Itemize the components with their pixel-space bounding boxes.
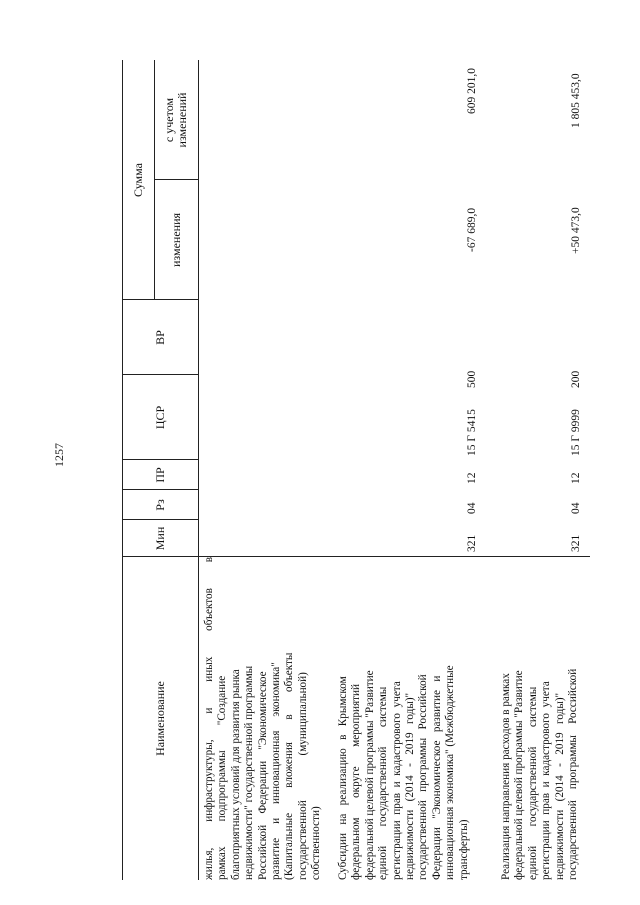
header-csr: ЦСР <box>152 405 167 430</box>
row2-line: регистрации прав и кадастрового учета <box>390 681 403 880</box>
row2-change: -67 689,0 <box>466 207 478 252</box>
header-rz: Рз <box>152 499 167 511</box>
row1-line: Российской Федерации "Экономическое <box>256 671 269 880</box>
row3-min: 321 <box>570 534 582 552</box>
row3-vr: 200 <box>570 370 582 388</box>
budget-table-sheet <box>50 20 590 880</box>
row3-line: регистрации прав и кадастрового учета <box>540 681 553 880</box>
row2-csr: 15 Г 5415 <box>466 409 478 456</box>
row3-change: +50 473,0 <box>570 207 582 254</box>
header-with-changes: с учетом изменений <box>162 92 189 148</box>
row2-total: 609 201,0 <box>466 68 478 114</box>
header-sum: Сумма <box>130 163 145 197</box>
row2-line: единой государственной системы <box>377 686 390 880</box>
row1-line: (Капитальные вложения в объекты <box>283 652 296 880</box>
row1-line: собственности) <box>310 806 323 880</box>
row2-line: Федерации "Экономическое развитие и <box>430 675 443 880</box>
row2-line: инновационная экономика" (Межбюджетные <box>444 665 457 880</box>
row2-rz: 04 <box>466 502 478 514</box>
row2-line: федеральном округе мероприятий <box>350 684 363 880</box>
row2-pr: 12 <box>466 472 478 484</box>
row2-line: недвижимости (2014 - 2019 годы)" <box>404 692 417 880</box>
header-vr: ВР <box>152 330 167 345</box>
row3-line: недвижимости (2014 - 2019 годы)" <box>553 692 566 880</box>
row3-total: 1 805 453,0 <box>570 73 582 128</box>
row1-line: рамках подпрограммы "Создание <box>216 675 229 880</box>
row1-name <box>203 557 324 880</box>
row1-line: благоприятных условий для развития рынка <box>229 669 242 880</box>
row1-line: недвижимости" государственной программы <box>243 665 256 880</box>
header-bottom-border <box>198 60 199 880</box>
row3-rz: 04 <box>570 502 582 514</box>
row3-line: единой государственной системы <box>526 686 539 880</box>
row3-line: государственной программы Российской <box>567 668 580 880</box>
header-name: Наименование <box>152 681 167 756</box>
row1-line: жилья, инфраструктуры, и иных объектов в <box>203 557 215 880</box>
row3-csr: 15 Г 9999 <box>570 409 582 456</box>
row2-vr: 500 <box>466 370 478 388</box>
row2-min: 321 <box>466 534 478 552</box>
row1-line: государственной (муниципальной) <box>296 672 309 880</box>
row3-name <box>500 557 580 880</box>
row2-line: государственной программы Российской <box>417 674 430 880</box>
row2-line: федеральной целевой программы "Развитие <box>363 670 376 880</box>
page-number: 1257 <box>52 443 66 467</box>
row3-line: Реализация направления расходов в рамках <box>500 673 512 880</box>
header-pr: ПР <box>152 467 167 483</box>
header-changes: изменения <box>168 212 183 268</box>
row3-line: федеральной целевой программы "Развитие <box>513 670 526 880</box>
header-min: Мин <box>152 526 167 551</box>
row2-line: Субсидии на реализацию в Крымском <box>337 676 349 880</box>
row3-pr: 12 <box>570 472 582 484</box>
row2-line: трансферты) <box>457 819 470 880</box>
row2-name <box>337 557 471 880</box>
row1-line: развитие и инновационная экономика" <box>270 662 283 880</box>
